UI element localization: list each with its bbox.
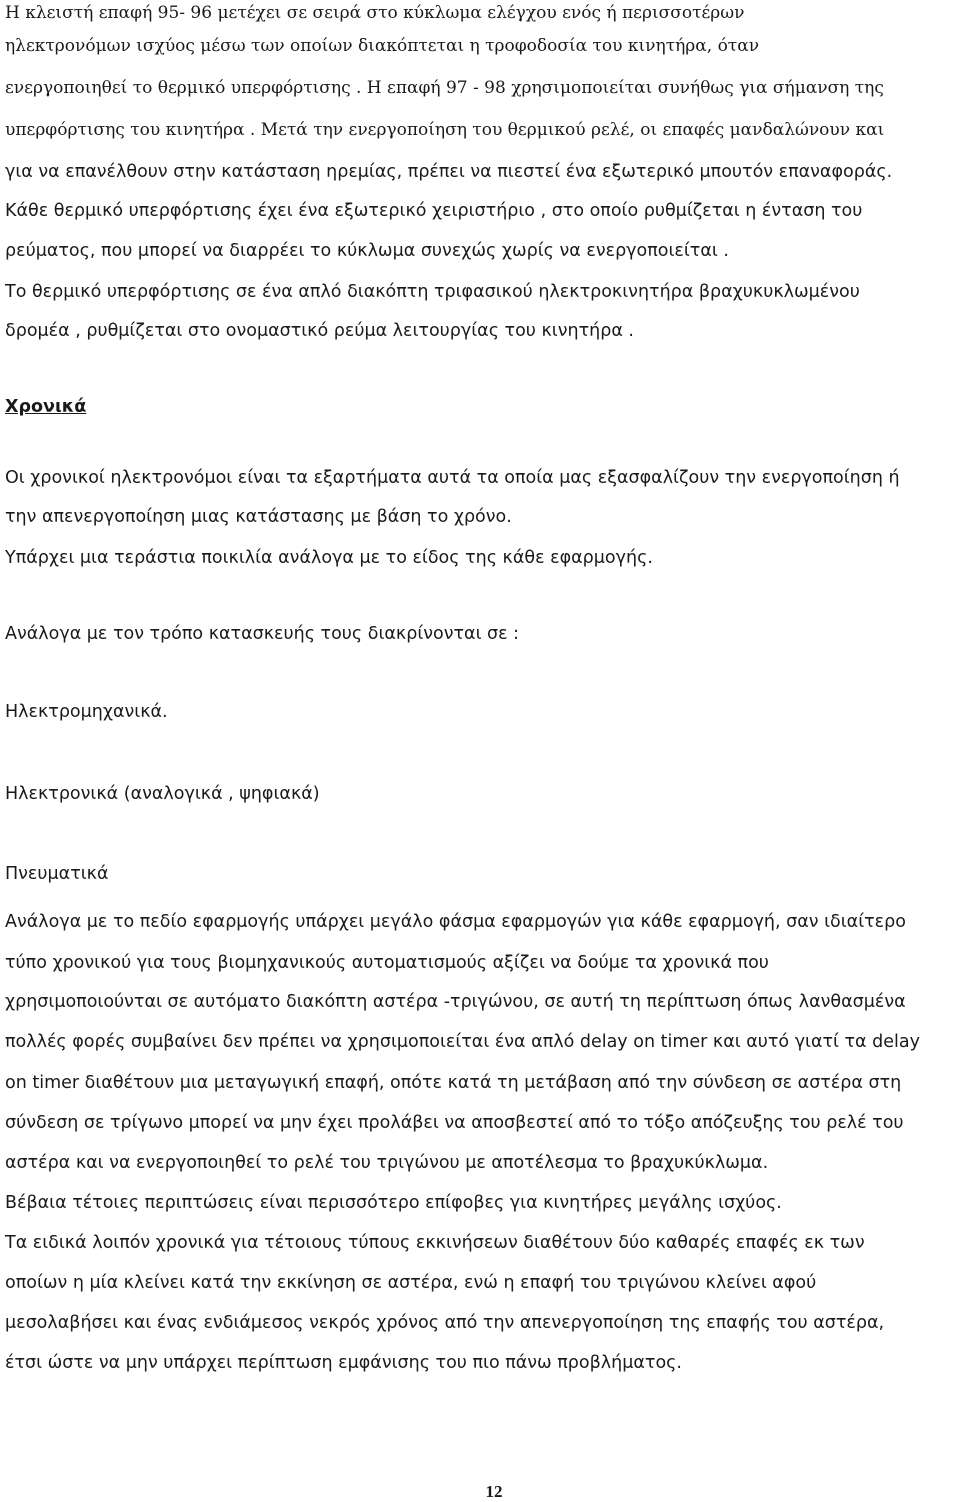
section-heading: Χρονικά (5, 397, 87, 417)
type-item: Ηλεκτρονικά (αναλογικά , ψηφιακά) (5, 784, 320, 804)
paragraph-line: Ανάλογα με το πεδίο εφαρμογής υπάρχει μεγάλο φάσμα εφαρμογών για κάθε εφαρμογή, σαν ιδιαίτερο (5, 912, 906, 932)
paragraph-line: Το θερμικό υπερφόρτισης σε ένα απλό διακόπτη τριφασικού ηλεκτροκινητήρα βραχυκυκλωμένου (5, 282, 860, 302)
paragraph-line: για να επανέλθουν στην κατάσταση ηρεμίας, πρέπει να πιεστεί ένα εξωτερικό μπουτόν επαναφοράς. (5, 162, 893, 182)
paragraph-line: on timer διαθέτουν μια μεταγωγική επαφή, οπότε κατά τη μετάβαση από την σύνδεση σε αστέρα στη (5, 1073, 902, 1093)
classification-intro: Ανάλογα με τον τρόπο κατασκευής τους διακρίνονται σε : (5, 624, 520, 644)
paragraph-line: μεσολαβήσει και ένας ενδιάμεσος νεκρός χρόνος από την απενεργοποίηση της επαφής του αστέρα, (5, 1313, 885, 1333)
paragraph-line: Τα ειδικά λοιπόν χρονικά για τέτοιους τύπους εκκινήσεων διαθέτουν δύο καθαρές επαφές εκ των (5, 1233, 865, 1253)
paragraph-line: Κάθε θερμικό υπερφόρτισης έχει ένα εξωτερικό χειριστήριο , στο οποίο ρυθμίζεται η ένταση του (5, 201, 863, 221)
paragraph-line: σύνδεση σε τρίγωνο μπορεί να μην έχει προλάβει να αποσβεστεί από το τόξο απόζευξης του ρελέ του (5, 1113, 904, 1133)
paragraph-line: Υπάρχει μια τεράστια ποικιλία ανάλογα με το είδος της κάθε εφαρμογής. (5, 548, 653, 568)
paragraph-line: υπερφόρτισης του κινητήρα . Μετά την ενεργοποίηση του θερμικού ρελέ, οι επαφές μανδαλώνουν και (5, 120, 885, 140)
type-item: Πνευματικά (5, 864, 109, 884)
paragraph-line: ρεύματος, που μπορεί να διαρρέει το κύκλωμα συνεχώς χωρίς να ενεργοποιείται . (5, 241, 729, 261)
paragraph-line: οποίων η μία κλείνει κατά την εκκίνηση σε αστέρα, ενώ η επαφή του τριγώνου κλείνει αφού (5, 1273, 817, 1293)
paragraph-line: την απενεργοποίηση μιας κατάστασης με βάση το χρόνο. (5, 507, 512, 527)
paragraph-line: τύπο χρονικού για τους βιομηχανικούς αυτοματισμούς αξίζει να δούμε τα χρονικά που (5, 953, 769, 973)
paragraph-line: δρομέα , ρυθμίζεται στο ονομαστικό ρεύμα λειτουργίας του κινητήρα . (5, 321, 634, 341)
type-item: Ηλεκτρομηχανικά. (5, 702, 168, 722)
paragraph-line: πολλές φορές συμβαίνει δεν πρέπει να χρησιμοποιείται ένα απλό delay on timer και αυτό γιατί τα delay (5, 1032, 920, 1052)
paragraph-line: Οι χρονικοί ηλεκτρονόμοι είναι τα εξαρτήματα αυτά τα οποία μας εξασφαλίζουν την ενεργοποίηση ή (5, 468, 900, 488)
paragraph-line: έτσι ώστε να μην υπάρχει περίπτωση εμφάνισης του πιο πάνω προβλήματος. (5, 1353, 682, 1373)
paragraph-line: αστέρα και να ενεργοποιηθεί το ρελέ του τριγώνου με αποτέλεσμα το βραχυκύκλωμα. (5, 1153, 769, 1173)
paragraph-line: Η κλειστή επαφή 95- 96 μετέχει σε σειρά στο κύκλωμα ελέγχου ενός ή περισσοτέρων (5, 3, 745, 23)
page-number: 12 (485, 1482, 503, 1501)
paragraph-line: χρησιμοποιούνται σε αυτόματο διακόπτη αστέρα -τριγώνου, σε αυτή τη περίπτωση όπως λανθασμένα (5, 992, 906, 1012)
paragraph-line: Βέβαια τέτοιες περιπτώσεις είναι περισσότερο επίφοβες για κινητήρες μεγάλης ισχύος. (5, 1193, 782, 1213)
paragraph-line: ενεργοποιηθεί το θερμικό υπερφόρτισης . Η επαφή 97 - 98 χρησιμοποιείται συνήθως για σήμανση της (5, 78, 884, 98)
paragraph-line: ηλεκτρονόμων ισχύος μέσω των οποίων διακόπτεται η τροφοδοσία του κινητήρα, όταν (5, 36, 760, 56)
